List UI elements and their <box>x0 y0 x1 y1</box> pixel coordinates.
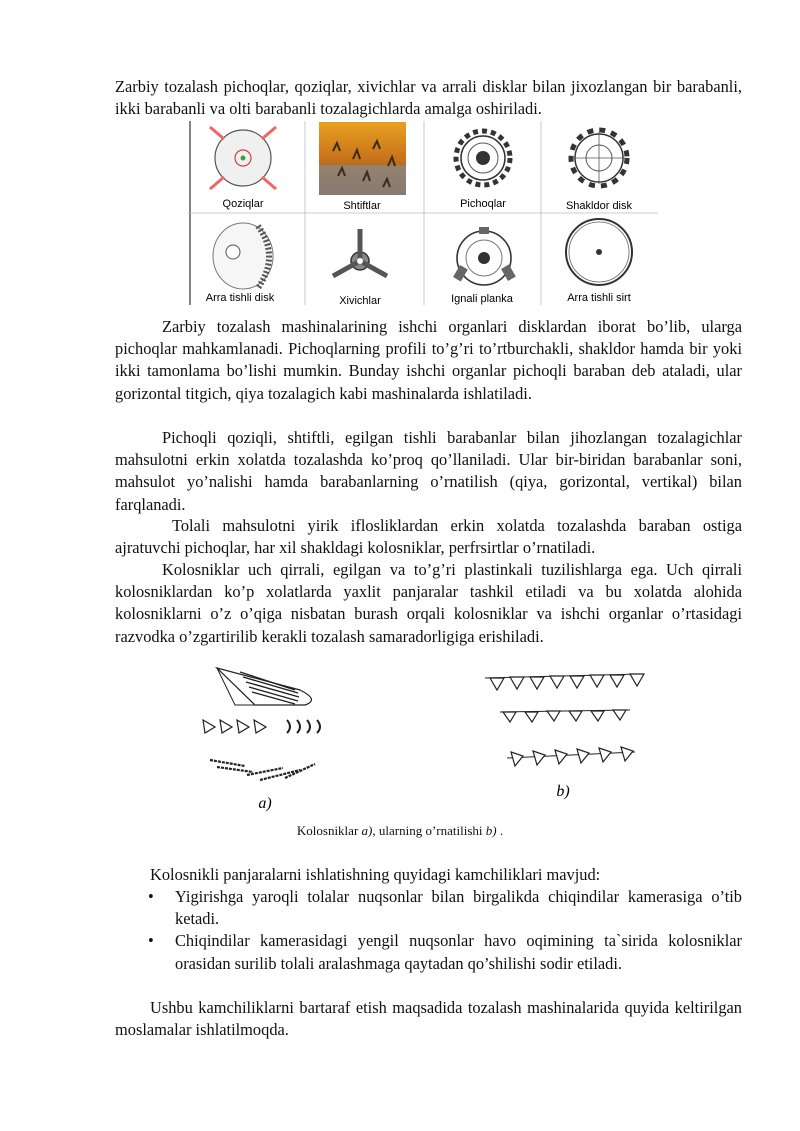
paragraph-under-drum: Tolali mahsulotni yirik iflosliklardan erkin xolatda tozalashda baraban ostiga ajratuvchi pichoqlar, har xil shakldagi kolosniklar, perfrsirtlar o’rnatiladi. <box>115 516 742 558</box>
list-item-text: Chiqindilar kamerasidagi yengil nuqsonlar havo oqimining ta`sirida kolosniklar orasidan surilib tolali aralashmaga qaytadan qo’shilishi sodir etiladi. <box>175 931 742 973</box>
list-item <box>148 930 742 974</box>
flat-kolosniks-row <box>210 760 315 780</box>
label-ignali-planka: Ignali planka <box>451 293 513 305</box>
paragraph-working-organs: Zarbiy tozalash mashinalarining ishchi organlari disklardan iborat bo’lib, ularga pichoqlar mahkamlanadi. Pichoqlarning profili to’g’ri to’rtburchakli, shakldor hamda bir yoki ikki tamonlama bo’lishi mumkin. Bunday ishchi organlar pichoqli baraban deb ataladi, ular gorizontal titgich, qiya tozalagich kabi mashinalarda ishlatiladi. <box>115 317 742 403</box>
kolosnik-plate-drawing <box>217 668 311 705</box>
label-qoziqlar: Qoziqlar <box>222 198 264 210</box>
shtiftlar-photo <box>319 122 406 195</box>
caption-label-b: b) <box>485 823 497 838</box>
label-shakldor-disk: Shakldor disk <box>565 200 633 212</box>
bullet-icon: • <box>148 887 154 906</box>
kolosnik-arrangement-row-3 <box>507 747 635 766</box>
arra-tishli-sirt-drawing <box>566 219 632 285</box>
ignali-planka-drawing <box>453 227 516 285</box>
pichoqlar-drawing <box>456 131 510 185</box>
label-arra-tishli-disk: Arra tishli disk <box>205 292 275 304</box>
paragraph-drum-types: Pichoqli qoziqli, shtiftli, egilgan tishli barabanlar bilan jihozlangan tozalagichlar mahsulotni erkin xolatda tozalashda ko’proq qo’llaniladi. Ular bir-biridan barabanlar soni, mahsulot yo’nalishi hamda barabanlarning o’rnatilish (qiya, gorizontal, vertikal) bilan farqlanadi. <box>115 428 742 514</box>
figure-label-a: a) <box>258 795 272 812</box>
paragraph-drawbacks-intro: Kolosnikli panjaralarni ishlatishning quyidagi kamchiliklari mavjud: <box>150 865 601 884</box>
label-xivichlar: Xivichlar <box>339 295 381 305</box>
bullet-icon: • <box>148 931 154 951</box>
paragraph-kolosniklar: Kolosniklar uch qirrali, egilgan va to’g’ri plastinkali tuzilishlarga ega. Uch qirrali kolosniklardan ko’p xolatlarda yaxlit panjaralar tashkil etiladi va bu xolatda alohida kolosniklarni o’z o’qiga nisbatan burash orqali kolosniklar va ishchi organlar o’rtasidagi razvodka o’zgartirilib kerakli tozalash samaradorligiga erishiladi. <box>115 560 742 646</box>
paragraph-intro: Zarbiy tozalash pichoqlar, qoziqlar, xivichlar va arrali disklar bilan jixozlangan bir barabanli, ikki barabanli va olti barabanli tozalagichlarda amalga oshiriladi. <box>115 77 742 119</box>
caption-label-a: a) <box>361 823 373 838</box>
shakldor-disk-drawing <box>571 130 627 186</box>
kolosniklar-figure <box>195 660 650 820</box>
arra-tishli-disk-drawing <box>213 223 273 289</box>
caption-text: Kolosniklar <box>296 823 362 838</box>
caption-mid: , ularning o’rnatilishi <box>372 823 486 838</box>
triangular-kolosniks-row <box>203 720 320 733</box>
kolosnik-arrangement-row-2 <box>500 710 630 722</box>
working-organs-figure <box>188 121 658 305</box>
caption-end: . <box>496 823 504 838</box>
drawbacks-list <box>148 886 742 975</box>
list-item <box>148 886 742 930</box>
qoziqlar-drawing <box>210 127 276 189</box>
kolosnik-arrangement-row-1 <box>485 674 644 690</box>
label-shtiftlar: Shtiftlar <box>343 200 381 212</box>
figure-label-b: b) <box>556 783 570 800</box>
figure-caption <box>0 823 800 839</box>
list-item-text: Yigirishga yaroqli tolalar nuqsonlar bilan birgalikda chiqindilar kamerasiga o’tib ketadi. <box>175 887 742 929</box>
label-arra-tishli-sirt: Arra tishli sirt <box>567 292 631 304</box>
label-pichoqlar: Pichoqlar <box>460 198 506 210</box>
paragraph-conclusion: Ushbu kamchiliklarni bartaraf etish maqsadida tozalash mashinalarida quyida keltirilgan moslamalar ishlatilmoqda. <box>115 998 742 1040</box>
xivichlar-drawing <box>333 229 387 276</box>
